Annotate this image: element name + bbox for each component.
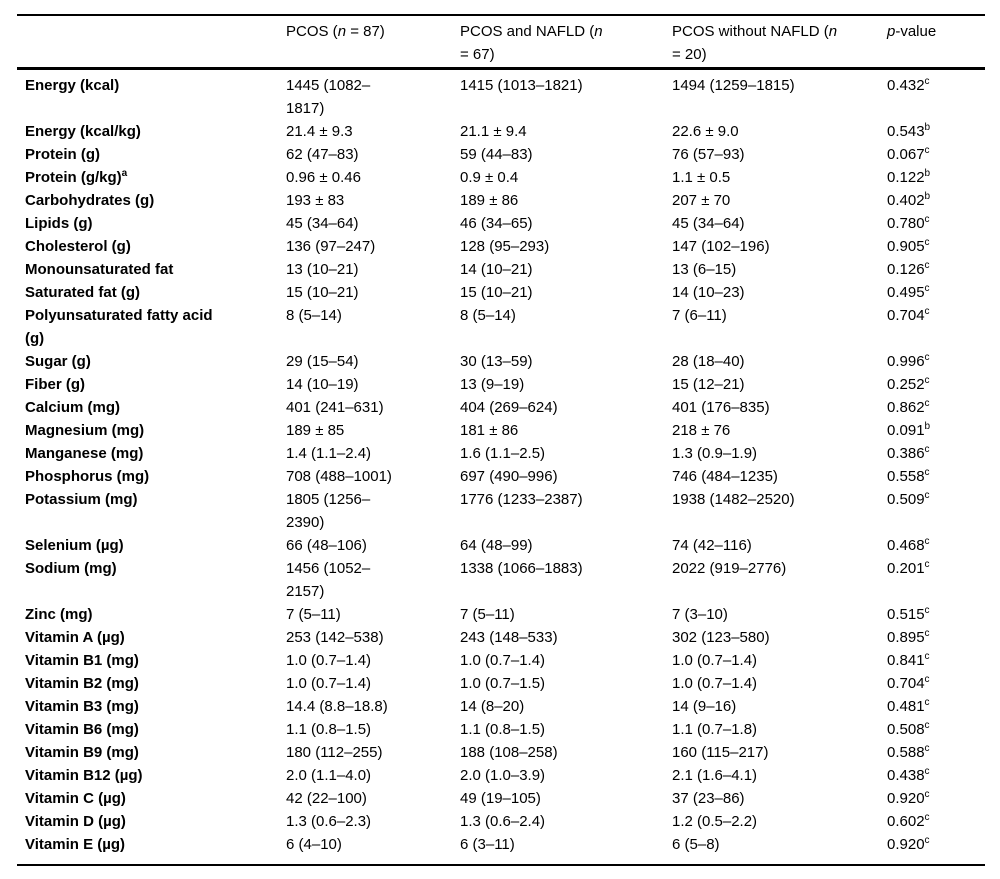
- p-value-superscript: c: [924, 306, 930, 317]
- row-label: [17, 488, 286, 534]
- p-value-text: 0.252: [887, 376, 925, 393]
- cell-pcos-and-nafld: 15 (10–21): [460, 284, 533, 301]
- cell-pcos: 1.1 (0.8–1.5): [286, 721, 372, 738]
- cell-pcos-without-nafld: 7 (3–10): [672, 606, 728, 623]
- row-label: [17, 649, 286, 672]
- p-value-superscript: c: [924, 283, 930, 294]
- cell-pcos-and-nafld: 2.0 (1.0–3.9): [460, 767, 546, 784]
- cell-pcos-and-nafld: 49 (19–105): [460, 790, 541, 807]
- table-row: [17, 189, 985, 212]
- p-value-text: 0.386: [887, 445, 925, 462]
- cell-pcos: 8 (5–14): [286, 307, 342, 324]
- header-text: = 20): [672, 46, 707, 63]
- header-label-cell: [17, 15, 286, 69]
- cell-pcos-without-nafld: 1.0 (0.7–1.4): [672, 675, 758, 692]
- table-row: [17, 419, 985, 442]
- p-value-text: 0.091: [887, 422, 925, 439]
- stat-symbol: n: [828, 23, 838, 40]
- cell-pcos: 180 (112–255): [286, 744, 383, 761]
- table-row: [17, 442, 985, 465]
- p-value-text: 0.862: [887, 399, 925, 416]
- p-value-text: 0.588: [887, 744, 925, 761]
- row-label: [17, 166, 286, 189]
- cell-pcos-without-nafld: 2.1 (1.6–4.1): [672, 767, 758, 784]
- p-value-text: 0.481: [887, 698, 925, 715]
- cell-pcos-without-nafld: 7 (6–11): [672, 307, 727, 324]
- p-value-text: 0.508: [887, 721, 925, 738]
- cell-pcos-without-nafld: 302 (123–580): [672, 629, 770, 646]
- table-row: [17, 304, 985, 350]
- p-value-superscript: c: [924, 145, 930, 156]
- cell-pcos-and-nafld: 46 (34–65): [460, 215, 533, 232]
- cell-p-value: [887, 419, 985, 442]
- row-label-text: Lipids (g): [25, 215, 93, 232]
- table-row: [17, 718, 985, 741]
- stat-symbol: n: [337, 23, 347, 40]
- row-label-text: Vitamin D (µg): [25, 813, 126, 830]
- cell-p-value: [887, 603, 985, 626]
- header-text: PCOS (: [286, 23, 338, 40]
- cell-pcos: 189 ± 85: [286, 422, 345, 439]
- table-row: [17, 120, 985, 143]
- row-label-text: Energy (kcal/kg): [25, 123, 141, 140]
- cell-pcos: 14.4 (8.8–18.8): [286, 698, 388, 715]
- cell-pcos-and-nafld: 243 (148–533): [460, 629, 558, 646]
- cell-pcos-without-nafld: 2022 (919–2776): [672, 560, 787, 577]
- p-value-text: 0.543: [887, 123, 925, 140]
- p-value-superscript: c: [924, 375, 930, 386]
- p-value-superscript: c: [924, 628, 930, 639]
- cell-p-value: [887, 373, 985, 396]
- cell-p-value: [887, 143, 985, 166]
- p-value-text: 0.920: [887, 790, 925, 807]
- cell-pcos: 136 (97–247): [286, 238, 376, 255]
- row-label: [17, 143, 286, 166]
- p-value-text: 0.920: [887, 836, 925, 853]
- p-value-superscript: c: [924, 398, 930, 409]
- row-label: [17, 695, 286, 718]
- cell-p-value: [887, 166, 985, 189]
- row-label-text: Saturated fat (g): [25, 284, 141, 301]
- row-label: [17, 787, 286, 810]
- p-value-superscript: c: [924, 789, 930, 800]
- cell-pcos: 13 (10–21): [286, 261, 359, 278]
- cell-p-value: [887, 557, 985, 603]
- p-value-text: 0.468: [887, 537, 925, 554]
- p-value-superscript: b: [924, 122, 931, 133]
- p-value-superscript: c: [924, 467, 930, 478]
- cell-p-value: [887, 350, 985, 373]
- cell-pcos-and-nafld: 188 (108–258): [460, 744, 558, 761]
- row-label: [17, 764, 286, 787]
- cell-pcos-and-nafld: 0.9 ± 0.4: [460, 169, 519, 186]
- cell-pcos-and-nafld: 14 (10–21): [460, 261, 533, 278]
- p-value-superscript: c: [924, 352, 930, 363]
- table-header-row: [17, 15, 985, 69]
- cell-pcos-and-nafld: 7 (5–11): [460, 606, 515, 623]
- cell-p-value: [887, 741, 985, 764]
- cell-pcos-and-nafld: 1776 (1233–2387): [460, 491, 583, 508]
- row-label-text: Vitamin B3 (mg): [25, 698, 139, 715]
- cell-pcos-and-nafld: 30 (13–59): [460, 353, 533, 370]
- table-row: [17, 741, 985, 764]
- cell-pcos-and-nafld: 59 (44–83): [460, 146, 533, 163]
- cell-pcos: 7 (5–11): [286, 606, 341, 623]
- row-label: [17, 69, 286, 121]
- cell-p-value: [887, 488, 985, 534]
- p-value-text: 0.438: [887, 767, 925, 784]
- header-col-pcos-without-nafld: [672, 15, 887, 69]
- row-label-text: Selenium (µg): [25, 537, 124, 554]
- cell-pcos: 253 (142–538): [286, 629, 384, 646]
- cell-pcos-without-nafld: 1494 (1259–1815): [672, 77, 795, 94]
- cell-p-value: [887, 235, 985, 258]
- p-value-text: 0.201: [887, 560, 925, 577]
- row-label: [17, 350, 286, 373]
- cell-pcos-without-nafld: 1938 (1482–2520): [672, 491, 795, 508]
- row-label: [17, 626, 286, 649]
- p-value-superscript: b: [924, 191, 931, 202]
- row-label-text: Energy (kcal): [25, 77, 120, 94]
- cell-p-value: [887, 396, 985, 419]
- table-row: [17, 672, 985, 695]
- row-label-text: Sodium (mg): [25, 560, 117, 577]
- table-row: [17, 373, 985, 396]
- row-label-text: Sugar (g): [25, 353, 91, 370]
- cell-p-value: [887, 787, 985, 810]
- row-label-text: Calcium (mg): [25, 399, 121, 416]
- cell-pcos: 0.96 ± 0.46: [286, 169, 361, 186]
- table-row: [17, 787, 985, 810]
- table-row: [17, 488, 985, 534]
- table-row: [17, 695, 985, 718]
- table-row: [17, 465, 985, 488]
- cell-pcos-without-nafld: 15 (12–21): [672, 376, 745, 393]
- row-label: [17, 557, 286, 603]
- cell-pcos-and-nafld: 14 (8–20): [460, 698, 525, 715]
- cell-pcos-without-nafld: 1.2 (0.5–2.2): [672, 813, 758, 830]
- row-label-text: Polyunsaturated fatty acid (g): [25, 307, 213, 347]
- cell-pcos: 1805 (1256–2390): [286, 491, 371, 531]
- cell-pcos-without-nafld: 207 ± 70: [672, 192, 731, 209]
- cell-pcos-and-nafld: 1415 (1013–1821): [460, 77, 583, 94]
- cell-p-value: [887, 833, 985, 865]
- cell-p-value: [887, 465, 985, 488]
- row-label: [17, 741, 286, 764]
- p-value-text: 0.841: [887, 652, 925, 669]
- table-row: [17, 396, 985, 419]
- row-label-text: Vitamin B1 (mg): [25, 652, 139, 669]
- cell-p-value: [887, 764, 985, 787]
- row-label: [17, 833, 286, 865]
- header-col-p-value: [887, 15, 985, 69]
- cell-pcos: 14 (10–19): [286, 376, 359, 393]
- table-row: [17, 534, 985, 557]
- cell-pcos-and-nafld: 1.6 (1.1–2.5): [460, 445, 546, 462]
- p-value-text: 0.515: [887, 606, 925, 623]
- p-value-text: 0.996: [887, 353, 925, 370]
- p-value-text: 0.704: [887, 307, 925, 324]
- row-label: [17, 373, 286, 396]
- p-value-text: 0.905: [887, 238, 925, 255]
- p-value-superscript: b: [924, 168, 931, 179]
- row-label: [17, 534, 286, 557]
- cell-pcos-and-nafld: 1.1 (0.8–1.5): [460, 721, 546, 738]
- cell-pcos: 1.4 (1.1–2.4): [286, 445, 372, 462]
- cell-pcos-without-nafld: 14 (9–16): [672, 698, 737, 715]
- p-value-superscript: c: [924, 237, 930, 248]
- cell-p-value: [887, 442, 985, 465]
- row-label: [17, 235, 286, 258]
- p-value-text: 0.780: [887, 215, 925, 232]
- table-row: [17, 143, 985, 166]
- p-value-text: 0.402: [887, 192, 925, 209]
- cell-pcos-and-nafld: 189 ± 86: [460, 192, 519, 209]
- cell-pcos-and-nafld: 8 (5–14): [460, 307, 516, 324]
- row-label-text: Vitamin B2 (mg): [25, 675, 139, 692]
- cell-pcos-and-nafld: 128 (95–293): [460, 238, 550, 255]
- cell-pcos: 1.0 (0.7–1.4): [286, 675, 372, 692]
- p-value-superscript: c: [924, 605, 930, 616]
- table-row: [17, 69, 985, 121]
- p-value-text: 0.067: [887, 146, 925, 163]
- cell-pcos-without-nafld: 76 (57–93): [672, 146, 745, 163]
- p-value-text: 0.126: [887, 261, 925, 278]
- cell-pcos: 401 (241–631): [286, 399, 384, 416]
- p-value-superscript: c: [924, 214, 930, 225]
- header-text: PCOS without NAFLD (: [672, 23, 829, 40]
- cell-pcos-without-nafld: 401 (176–835): [672, 399, 770, 416]
- p-value-superscript: c: [924, 720, 930, 731]
- cell-pcos-without-nafld: 22.6 ± 9.0: [672, 123, 739, 140]
- cell-p-value: [887, 120, 985, 143]
- p-value-text: 0.602: [887, 813, 925, 830]
- row-label-superscript: a: [121, 168, 128, 179]
- cell-pcos-and-nafld: 6 (3–11): [460, 836, 515, 853]
- table-row: [17, 649, 985, 672]
- row-label: [17, 419, 286, 442]
- row-label-text: Monounsaturated fat: [25, 261, 174, 278]
- cell-pcos-without-nafld: 13 (6–15): [672, 261, 737, 278]
- nutrition-intake-table: [17, 14, 985, 866]
- cell-pcos: 708 (488–1001): [286, 468, 392, 485]
- row-label-text: Protein (g): [25, 146, 100, 163]
- cell-pcos-and-nafld: 404 (269–624): [460, 399, 558, 416]
- header-col-pcos-and-nafld: [460, 15, 672, 69]
- table-row: [17, 764, 985, 787]
- table-row: [17, 258, 985, 281]
- cell-pcos-without-nafld: 45 (34–64): [672, 215, 745, 232]
- row-label-text: Vitamin C (µg): [25, 790, 126, 807]
- row-label-text: Potassium (mg): [25, 491, 138, 508]
- cell-pcos: 1.3 (0.6–2.3): [286, 813, 372, 830]
- row-label: [17, 396, 286, 419]
- p-value-superscript: c: [924, 444, 930, 455]
- cell-pcos-without-nafld: 37 (23–86): [672, 790, 745, 807]
- row-label: [17, 189, 286, 212]
- cell-pcos-and-nafld: 181 ± 86: [460, 422, 519, 439]
- cell-pcos-without-nafld: 74 (42–116): [672, 537, 752, 554]
- row-label-text: Vitamin B9 (mg): [25, 744, 139, 761]
- p-value-superscript: c: [924, 651, 930, 662]
- cell-pcos-without-nafld: 28 (18–40): [672, 353, 745, 370]
- table-row: [17, 833, 985, 865]
- cell-pcos: 6 (4–10): [286, 836, 342, 853]
- cell-p-value: [887, 695, 985, 718]
- cell-pcos: 45 (34–64): [286, 215, 359, 232]
- cell-pcos-without-nafld: 1.0 (0.7–1.4): [672, 652, 758, 669]
- p-value-text: 0.509: [887, 491, 925, 508]
- stat-symbol: n: [594, 23, 603, 40]
- table-row: [17, 557, 985, 603]
- row-label: [17, 281, 286, 304]
- p-value-text: 0.895: [887, 629, 925, 646]
- p-value-text: 0.495: [887, 284, 925, 301]
- row-label: [17, 212, 286, 235]
- cell-pcos: 62 (47–83): [286, 146, 359, 163]
- p-value-text: 0.704: [887, 675, 925, 692]
- header-text: -value: [895, 23, 937, 40]
- p-value-superscript: c: [924, 743, 930, 754]
- cell-pcos: 2.0 (1.1–4.0): [286, 767, 372, 784]
- cell-p-value: [887, 212, 985, 235]
- table-row: [17, 235, 985, 258]
- p-value-superscript: c: [924, 812, 930, 823]
- p-value-text: 0.558: [887, 468, 925, 485]
- cell-pcos-and-nafld: 64 (48–99): [460, 537, 533, 554]
- table-row: [17, 810, 985, 833]
- row-label-text: Phosphorus (mg): [25, 468, 150, 485]
- cell-pcos: 193 ± 83: [286, 192, 345, 209]
- row-label: [17, 442, 286, 465]
- p-value-text: 0.432: [887, 77, 925, 94]
- row-label-text: Magnesium (mg): [25, 422, 145, 439]
- cell-pcos: 1456 (1052–2157): [286, 560, 371, 600]
- header-text: = 67): [460, 46, 495, 63]
- cell-pcos-and-nafld: 21.1 ± 9.4: [460, 123, 527, 140]
- cell-pcos: 1.0 (0.7–1.4): [286, 652, 372, 669]
- table-row: [17, 626, 985, 649]
- row-label: [17, 304, 286, 350]
- cell-pcos-and-nafld: 1.0 (0.7–1.5): [460, 675, 546, 692]
- cell-p-value: [887, 534, 985, 557]
- cell-pcos-and-nafld: 1.3 (0.6–2.4): [460, 813, 546, 830]
- cell-p-value: [887, 69, 985, 121]
- p-value-superscript: c: [924, 559, 930, 570]
- cell-pcos-without-nafld: 1.1 (0.7–1.8): [672, 721, 758, 738]
- row-label-text: Manganese (mg): [25, 445, 144, 462]
- row-label: [17, 465, 286, 488]
- row-label-text: Zinc (mg): [25, 606, 93, 623]
- table-row: [17, 281, 985, 304]
- cell-pcos: 29 (15–54): [286, 353, 359, 370]
- cell-p-value: [887, 672, 985, 695]
- table-row: [17, 166, 985, 189]
- p-value-superscript: b: [924, 421, 931, 432]
- table-row: [17, 212, 985, 235]
- row-label: [17, 258, 286, 281]
- row-label-text: Protein (g/kg): [25, 169, 122, 186]
- p-value-text: 0.122: [887, 169, 925, 186]
- row-label-text: Carbohydrates (g): [25, 192, 155, 209]
- p-value-superscript: c: [924, 766, 930, 777]
- row-label-text: Cholesterol (g): [25, 238, 131, 255]
- cell-p-value: [887, 810, 985, 833]
- row-label-text: Vitamin B6 (mg): [25, 721, 139, 738]
- cell-pcos-and-nafld: 1.0 (0.7–1.4): [460, 652, 546, 669]
- cell-p-value: [887, 718, 985, 741]
- row-label: [17, 603, 286, 626]
- cell-p-value: [887, 281, 985, 304]
- cell-pcos: 21.4 ± 9.3: [286, 123, 353, 140]
- cell-pcos-without-nafld: 746 (484–1235): [672, 468, 778, 485]
- header-text: PCOS and NAFLD (: [460, 23, 595, 40]
- table-row: [17, 603, 985, 626]
- row-label-text: Vitamin B12 (µg): [25, 767, 143, 784]
- cell-p-value: [887, 304, 985, 350]
- p-value-superscript: c: [924, 697, 930, 708]
- cell-p-value: [887, 626, 985, 649]
- header-text: = 87): [346, 23, 385, 40]
- cell-pcos: 15 (10–21): [286, 284, 359, 301]
- cell-pcos-without-nafld: 1.1 ± 0.5: [672, 169, 731, 186]
- cell-p-value: [887, 649, 985, 672]
- cell-pcos-and-nafld: 1338 (1066–1883): [460, 560, 583, 577]
- row-label-text: Fiber (g): [25, 376, 85, 393]
- cell-pcos-and-nafld: 13 (9–19): [460, 376, 525, 393]
- cell-pcos-without-nafld: 1.3 (0.9–1.9): [672, 445, 758, 462]
- p-value-superscript: c: [924, 76, 930, 87]
- cell-pcos: 66 (48–106): [286, 537, 367, 554]
- p-value-superscript: c: [924, 835, 930, 846]
- row-label: [17, 718, 286, 741]
- cell-pcos-without-nafld: 6 (5–8): [672, 836, 720, 853]
- cell-p-value: [887, 189, 985, 212]
- cell-pcos-without-nafld: 160 (115–217): [672, 744, 769, 761]
- cell-pcos-without-nafld: 218 ± 76: [672, 422, 731, 439]
- cell-pcos: 42 (22–100): [286, 790, 367, 807]
- p-value-superscript: c: [924, 260, 930, 271]
- row-label-text: Vitamin E (µg): [25, 836, 126, 853]
- row-label-text: Vitamin A (µg): [25, 629, 125, 646]
- row-label: [17, 672, 286, 695]
- cell-pcos-without-nafld: 147 (102–196): [672, 238, 770, 255]
- cell-pcos-and-nafld: 697 (490–996): [460, 468, 558, 485]
- cell-pcos: 1445 (1082–1817): [286, 77, 371, 117]
- p-value-superscript: c: [924, 536, 930, 547]
- stat-symbol: p: [887, 23, 896, 40]
- table-row: [17, 350, 985, 373]
- cell-pcos-without-nafld: 14 (10–23): [672, 284, 745, 301]
- row-label: [17, 810, 286, 833]
- p-value-superscript: c: [924, 674, 930, 685]
- p-value-superscript: c: [924, 490, 930, 501]
- header-col-pcos: [286, 15, 460, 69]
- row-label: [17, 120, 286, 143]
- cell-p-value: [887, 258, 985, 281]
